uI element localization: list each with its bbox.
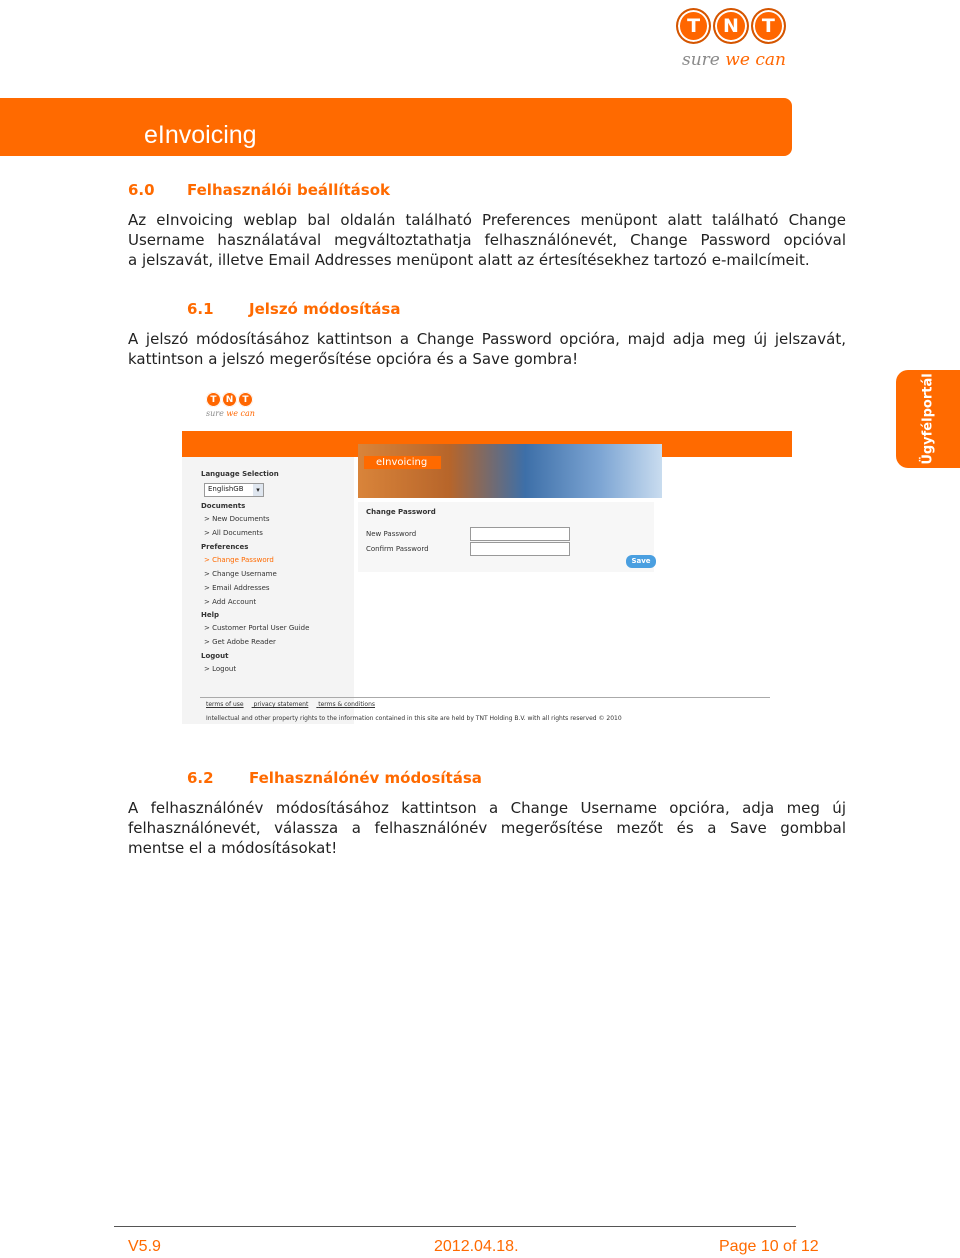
logo-letter: T [676, 8, 711, 44]
banner-title: eInvoicing [144, 121, 257, 149]
screenshot-hero-label: eInvoicing [364, 456, 441, 469]
paragraph-line: A felhasználónév módosításához kattintson a Change Username opcióra, adja meg új [128, 799, 846, 817]
paragraph-line: Az eInvoicing weblap bal oldalán található Preferences menüpont alatt található Change [128, 211, 846, 229]
logo-letter: T [238, 392, 253, 407]
side-tab[interactable] [896, 370, 960, 468]
paragraph-line: kattintson a jelszó megerősítése opcióra és a Save gombra! [128, 350, 579, 368]
subsection-paragraph [128, 798, 846, 858]
section-number: 6.0 [128, 181, 155, 199]
language-select[interactable]: EnglishGB ▾ [204, 483, 264, 497]
help-heading: Help [201, 611, 220, 619]
paragraph-line: mentse el a módosításokat! [128, 839, 338, 857]
documents-heading: Documents [201, 502, 246, 510]
logout-heading: Logout [201, 652, 229, 660]
sidebar-item-all-documents[interactable]: > All Documents [204, 529, 263, 537]
subsection-title: Felhasználónév módosítása [249, 769, 482, 787]
logo-tagline: sure we can [206, 409, 255, 418]
panel-title: Change Password [366, 508, 436, 516]
embedded-screenshot [182, 384, 792, 724]
sidebar-item-change-username[interactable]: > Change Username [204, 570, 277, 578]
sidebar-item-add-account[interactable]: > Add Account [204, 598, 257, 606]
paragraph-line: felhasználónevét, válassza a felhasználónév megerősítése mezőt és a Save gombbal [128, 819, 846, 837]
side-tab-label: Ügyfélportál [920, 373, 936, 465]
new-password-field[interactable] [470, 527, 570, 541]
save-button[interactable]: Save [626, 555, 656, 568]
sidebar-item-user-guide[interactable]: > Customer Portal User Guide [204, 624, 310, 632]
logo-letter: T [206, 392, 221, 407]
new-password-label: New Password [366, 530, 417, 538]
confirm-password-field[interactable] [470, 542, 570, 556]
privacy-statement-link[interactable]: privacy statement [253, 701, 309, 708]
logo-letter: N [713, 8, 748, 44]
subsection-title: Jelszó módosítása [249, 300, 401, 318]
footer-page-number: Page 10 of 12 [719, 1238, 819, 1255]
paragraph-line: A jelszó módosításához kattintson a Change Password opcióra, majd adja meg új jelszavát, [128, 330, 846, 348]
logo-letter: T [751, 8, 786, 44]
screenshot-footer-divider [200, 697, 770, 698]
language-selection-label: Language Selection [201, 470, 279, 478]
logo-letter: N [222, 392, 237, 407]
screenshot-logo [206, 392, 255, 418]
sidebar-item-logout[interactable]: > Logout [204, 665, 237, 673]
sidebar-item-new-documents[interactable]: > New Documents [204, 515, 270, 523]
subsection-number: 6.1 [187, 300, 214, 318]
footer-date: 2012.04.18. [434, 1238, 519, 1255]
section-title: Felhasználói beállítások [187, 181, 390, 199]
tnt-logo [676, 8, 786, 82]
terms-conditions-link[interactable]: terms & conditions [318, 701, 376, 708]
paragraph-line: Username használatával megváltoztathatja felhasználónevét, Change Password opcióval [128, 231, 846, 249]
screenshot-hero-image [358, 444, 662, 498]
sidebar-item-adobe-reader[interactable]: > Get Adobe Reader [204, 638, 276, 646]
preferences-heading: Preferences [201, 543, 249, 551]
screenshot-copyright: Intellectual and other property rights to the information contained in this site are held by TNT Holding B.V. with all rights reserved © 2010 [206, 715, 622, 722]
terms-of-use-link[interactable]: terms of use [206, 701, 244, 708]
logo-tagline: sure we can [682, 50, 786, 70]
chevron-down-icon: ▾ [253, 484, 263, 496]
sidebar-item-change-password[interactable]: > Change Password [204, 556, 274, 564]
confirm-password-label: Confirm Password [366, 545, 429, 553]
sidebar-item-email-addresses[interactable]: > Email Addresses [204, 584, 270, 592]
subsection-paragraph [128, 329, 846, 369]
screenshot-footer-links [206, 701, 383, 708]
paragraph-line: a jelszavát, illetve Email Addresses menüpont alatt az értesítésekhez tartozó e-mailcímeit. [128, 251, 810, 269]
footer-divider [114, 1226, 796, 1227]
footer-version: V5.9 [128, 1238, 161, 1255]
subsection-number: 6.2 [187, 769, 214, 787]
section-paragraph [128, 210, 846, 270]
header-banner [0, 98, 792, 156]
